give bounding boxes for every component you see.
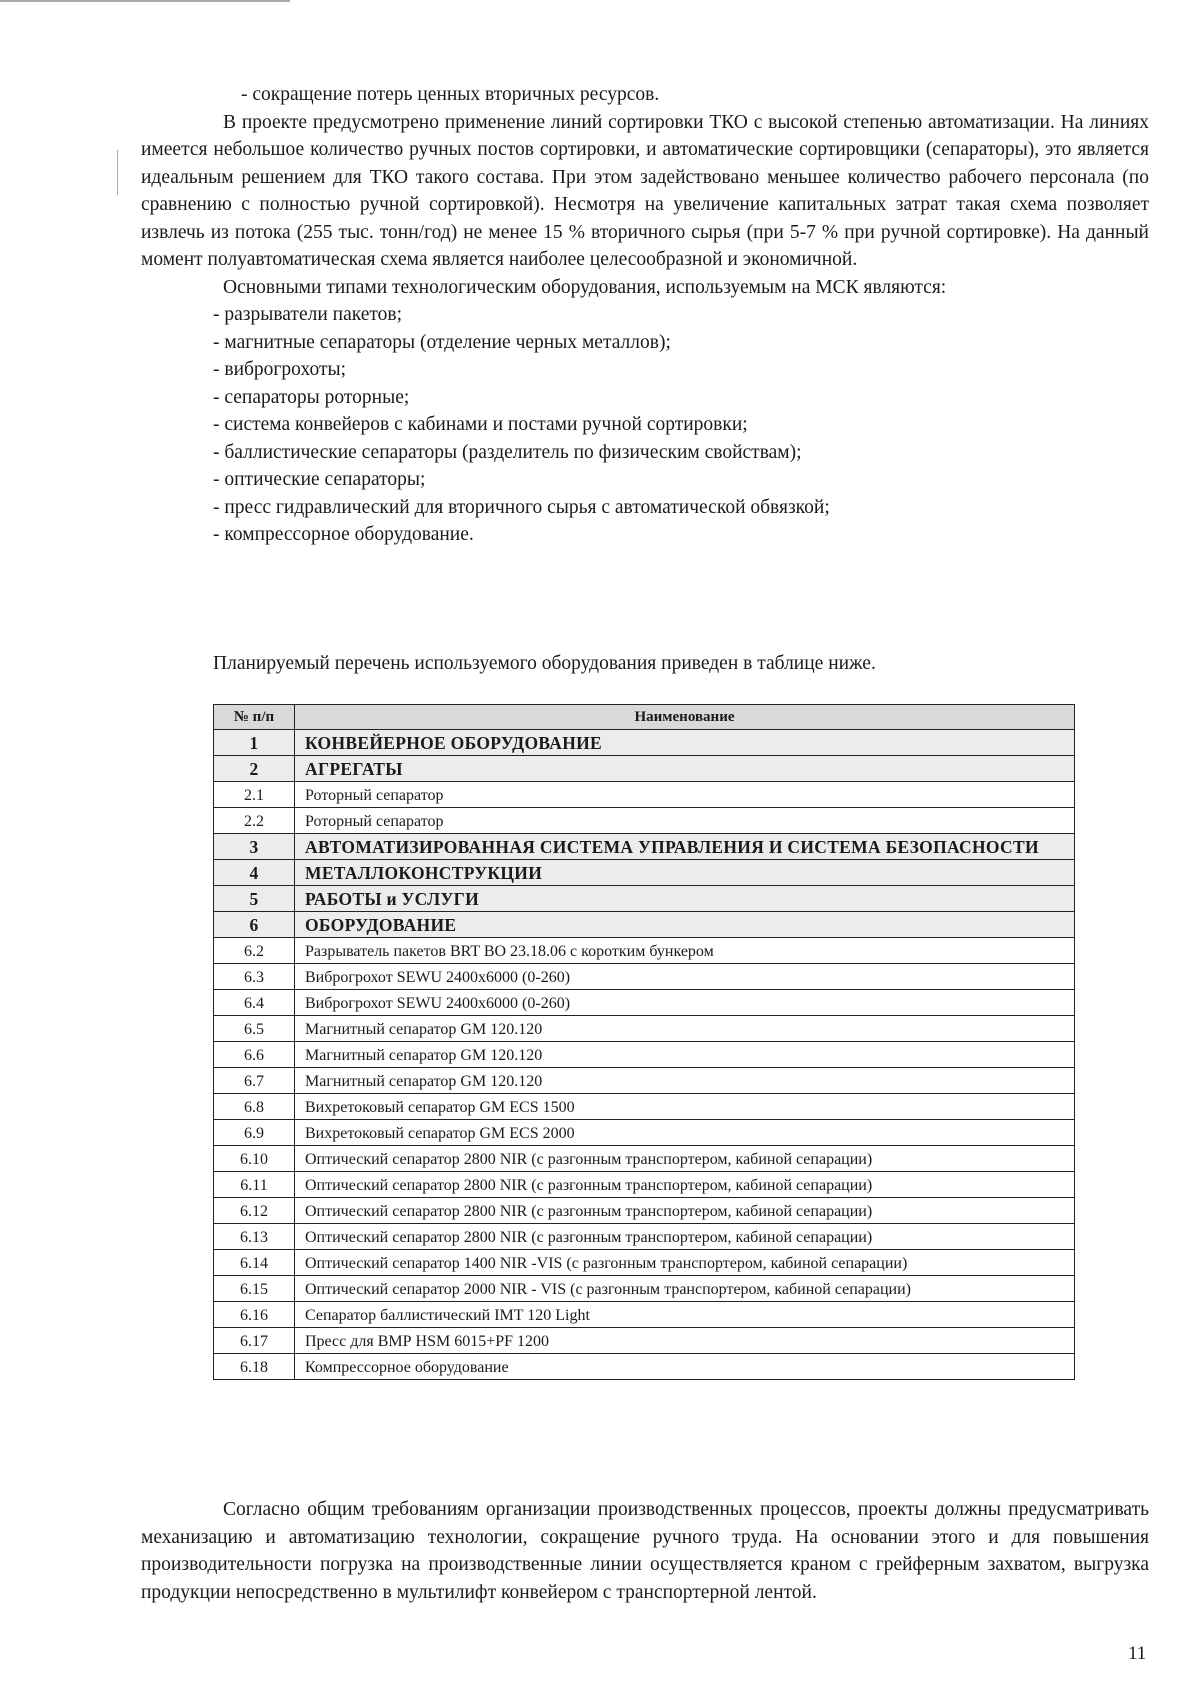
row-number: 5 — [214, 886, 295, 912]
paragraph-automation: В проекте предусмотрено применение линий сортировки ТКО с высокой степенью автоматизации. На линиях имеется небольшое количество ручных постов сортировки, и автоматические сортировщики (сепараторы), это является идеальным решением для ТКО такого состава. При этом задействовано меньшее количество рабочего персонала (по сравнению с полностью ручной сортировкой). Несмотря на увеличение капитальных затрат такая схема позволяет извлечь из потока (255 тыс. тонн/год) не менее 15 % вторичного сырья (при 5-7 % при ручной сортировке). На данный момент полуавтоматическая схема является наиболее целесообразной и экономичной. — [141, 111, 1149, 270]
row-number: 3 — [214, 834, 295, 860]
row-name: Разрыватель пакетов BRT BO 23.18.06 с коротким бункером — [295, 938, 1075, 964]
table-body — [214, 730, 1075, 1380]
list-item: - виброгрохоты; — [213, 359, 346, 380]
row-name: Оптический сепаратор 2800 NIR (с разгонным транспортером, кабиной сепарации) — [295, 1224, 1075, 1250]
row-name: Виброгрохот SEWU 2400x6000 (0-260) — [295, 990, 1075, 1016]
row-number: 6.8 — [214, 1094, 295, 1120]
table-row — [214, 1276, 1075, 1302]
row-number: 6.13 — [214, 1224, 295, 1250]
table-group-row — [214, 886, 1075, 912]
row-name: Оптический сепаратор 1400 NIR -VIS (с разгонным транспортером, кабиной сепарации) — [295, 1250, 1075, 1276]
table-row — [214, 1250, 1075, 1276]
table-intro: Планируемый перечень используемого оборудования приведен в таблице ниже. — [213, 653, 876, 674]
page-number: 11 — [1128, 1643, 1147, 1664]
row-name: Оптический сепаратор 2800 NIR (с разгонным транспортером, кабиной сепарации) — [295, 1198, 1075, 1224]
row-name: Компрессорное оборудование — [295, 1354, 1075, 1380]
scan-artifact-top — [0, 0, 290, 2]
list-item: - сепараторы роторные; — [213, 386, 410, 408]
row-name: Магнитный сепаратор GM 120.120 — [295, 1068, 1075, 1094]
row-name: МЕТАЛЛОКОНСТРУКЦИИ — [295, 860, 1075, 886]
table-row — [214, 1016, 1075, 1042]
table-row — [214, 1354, 1075, 1380]
row-name: АВТОМАТИЗИРОВАННАЯ СИСТЕМА УПРАВЛЕНИЯ И СИСТЕМА БЕЗОПАСНОСТИ — [295, 834, 1075, 860]
table-row — [214, 808, 1075, 834]
row-number: 6.12 — [214, 1198, 295, 1224]
row-name: Виброгрохот SEWU 2400x6000 (0-260) — [295, 964, 1075, 990]
table-row — [214, 964, 1075, 990]
table-row — [214, 1146, 1075, 1172]
row-name: Оптический сепаратор 2000 NIR - VIS (с разгонным транспортером, кабиной сепарации) — [295, 1276, 1075, 1302]
table-row — [214, 1198, 1075, 1224]
scan-artifact-left — [117, 150, 118, 195]
row-name: Магнитный сепаратор GM 120.120 — [295, 1042, 1075, 1068]
table-row — [214, 1068, 1075, 1094]
table-row — [214, 938, 1075, 964]
row-name: Оптический сепаратор 2800 NIR (с разгонным транспортером, кабиной сепарации) — [295, 1172, 1075, 1198]
row-name: Сепаратор баллистический IMT 120 Light — [295, 1302, 1075, 1328]
table-row — [214, 1042, 1075, 1068]
table-group-row — [214, 834, 1075, 860]
intro-text — [141, 81, 1149, 549]
row-name: Магнитный сепаратор GM 120.120 — [295, 1016, 1075, 1042]
table-group-row — [214, 756, 1075, 782]
row-name: Роторный сепаратор — [295, 808, 1075, 834]
row-name: Роторный сепаратор — [295, 782, 1075, 808]
table-row — [214, 1328, 1075, 1354]
row-number: 6.7 — [214, 1068, 295, 1094]
row-name: РАБОТЫ и УСЛУГИ — [295, 886, 1075, 912]
row-number: 2.1 — [214, 782, 295, 808]
table-group-row — [214, 860, 1075, 886]
table-row — [214, 1094, 1075, 1120]
equipment-table — [213, 704, 1075, 1380]
row-number: 6 — [214, 912, 295, 938]
equipment-type-list — [141, 301, 1149, 549]
header-name: Наименование — [295, 705, 1075, 730]
header-num: № п/п — [214, 705, 295, 730]
table-row — [214, 782, 1075, 808]
list-item: - оптические сепараторы; — [213, 469, 426, 490]
closing-text — [141, 1496, 1149, 1606]
row-number: 6.5 — [214, 1016, 295, 1042]
table-row — [214, 990, 1075, 1016]
table-group-row — [214, 912, 1075, 938]
row-number: 6.16 — [214, 1302, 295, 1328]
row-number: 6.18 — [214, 1354, 295, 1380]
paragraph-equipment-types: Основными типами технологическим оборудования, используемым на МСК являются: — [223, 276, 947, 298]
list-item: - магнитные сепараторы (отделение черных металлов); — [213, 331, 671, 353]
row-number: 2 — [214, 756, 295, 782]
list-item: - компрессорное оборудование. — [213, 524, 474, 545]
paragraph-mechanization: Согласно общим требованиям организации производственных процессов, проекты должны предусматривать механизацию и автоматизацию технологии, сокращение ручного труда. На основании этого и для повышения производительности погрузка на производственные линии осуществляется краном с грейферным захватом, выгрузка продукции непосредственно в мультилифт конвейером с транспортерной лентой. — [141, 1499, 1149, 1603]
row-name: Пресс для ВМР HSM 6015+PF 1200 — [295, 1328, 1075, 1354]
table-row — [214, 1224, 1075, 1250]
row-number: 6.14 — [214, 1250, 295, 1276]
row-number: 6.3 — [214, 964, 295, 990]
row-number: 6.9 — [214, 1120, 295, 1146]
row-name: ОБОРУДОВАНИЕ — [295, 912, 1075, 938]
list-item: - система конвейеров с кабинами и постами ручной сортировки; — [213, 414, 748, 435]
row-number: 2.2 — [214, 808, 295, 834]
table-group-row — [214, 730, 1075, 756]
row-name: Вихретоковый сепаратор GM ECS 2000 — [295, 1120, 1075, 1146]
list-item: - баллистические сепараторы (разделитель по физическим свойствам); — [213, 441, 802, 463]
row-name: АГРЕГАТЫ — [295, 756, 1075, 782]
row-name: КОНВЕЙЕРНОЕ ОБОРУДОВАНИЕ — [295, 730, 1075, 756]
row-number: 6.4 — [214, 990, 295, 1016]
table-row — [214, 1172, 1075, 1198]
table-row — [214, 1120, 1075, 1146]
row-number: 1 — [214, 730, 295, 756]
row-number: 6.11 — [214, 1172, 295, 1198]
row-number: 6.10 — [214, 1146, 295, 1172]
row-number: 6.6 — [214, 1042, 295, 1068]
row-name: Оптический сепаратор 2800 NIR (с разгонным транспортером, кабиной сепарации) — [295, 1146, 1075, 1172]
row-number: 6.17 — [214, 1328, 295, 1354]
row-number: 6.15 — [214, 1276, 295, 1302]
table-row — [214, 1302, 1075, 1328]
paragraph-resources: - сокращение потерь ценных вторичных ресурсов. — [241, 84, 660, 105]
list-item: - разрыватели пакетов; — [213, 304, 403, 325]
table-header-row — [214, 705, 1075, 730]
list-item: - пресс гидравлический для вторичного сырья с автоматической обвязкой; — [213, 496, 830, 518]
row-number: 4 — [214, 860, 295, 886]
row-name: Вихретоковый сепаратор GM ECS 1500 — [295, 1094, 1075, 1120]
row-number: 6.2 — [214, 938, 295, 964]
